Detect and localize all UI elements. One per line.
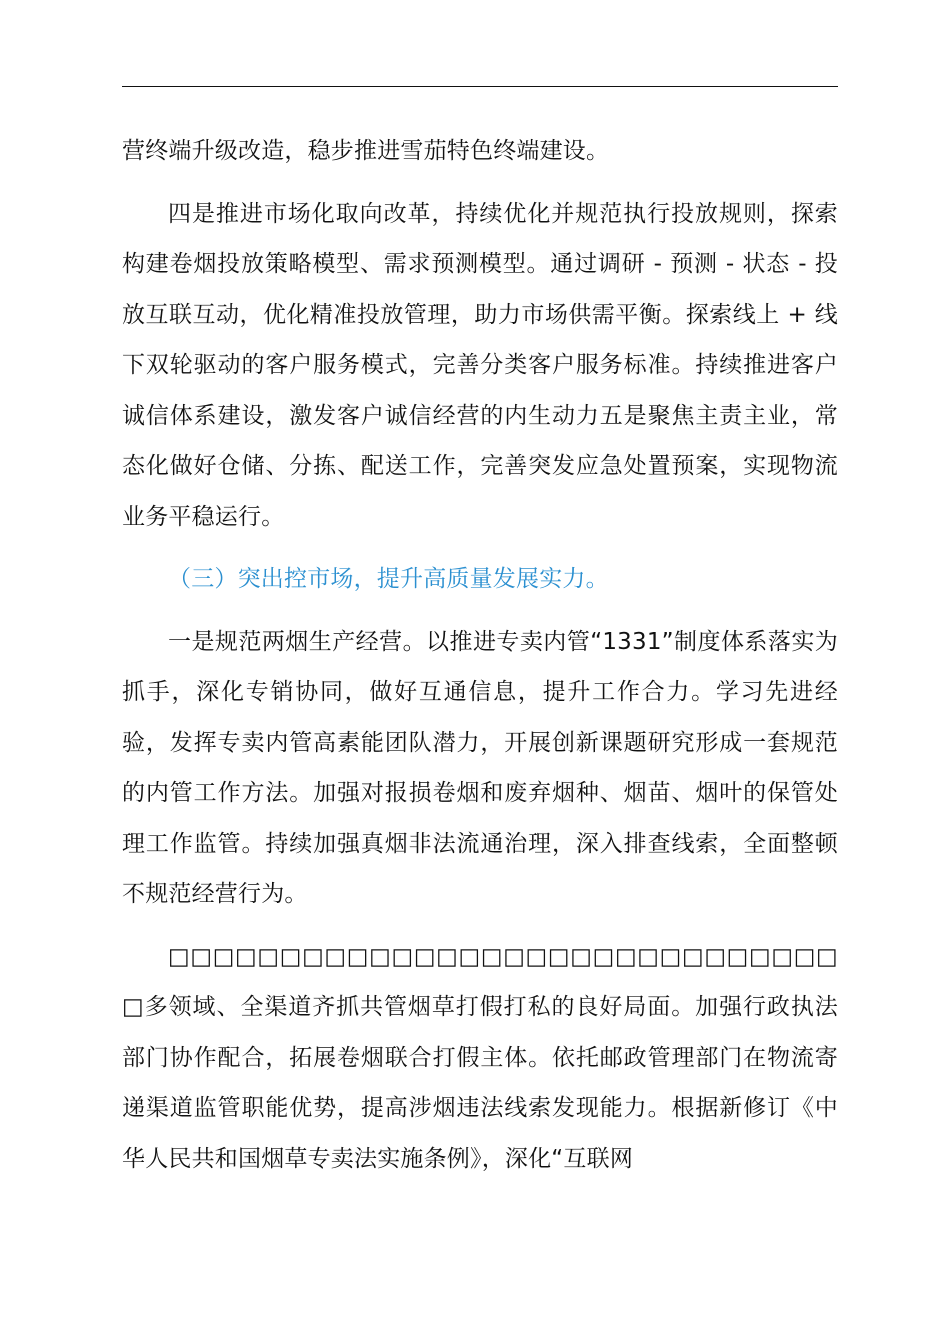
paragraph-market-reform: 四是推进市场化取向改革，持续优化并规范执行投放规则，探索构建卷烟投放策略模型、需求预测模型。通过调研 - 预测 - 状态 - 投放互联互动，优化精准投放管理，助力市场供需平衡。探索线上 + 线下双轮驱动的客户服务模式，完善分类客户服务标准。持续推进客户诚信体系建设，激发客户诚信经营的内生动力五是聚焦主责主业，常态化做好仓储、分拣、配送工作，完善突发应急处置预案，实现物流业务平稳运行。 — [122, 200, 838, 530]
document-body — [122, 126, 838, 1184]
header-rule — [122, 86, 838, 87]
paragraph-continuation: 营终端升级改造，稳步推进雪茄特色终端建设。 — [122, 138, 610, 164]
section-heading: （三）突出控市场，提升高质量发展实力。 — [168, 566, 609, 592]
paragraph-anti-counterfeit: □□□□□□□□□□□□□□□□□□□□□□□□□□□□□□□多领域、全渠道齐抓共管烟草打假打私的良好局面。加强行政执法部门协作配合，拓展卷烟联合打假主体。依托邮政管理部门在物流寄递渠道监管职能优势，提高涉烟违法线索发现能力。根据新修订《中华人民共和国烟草专卖法实施条例》，深化“互联网 — [122, 943, 838, 1172]
paragraph-production-regulation: 一是规范两烟生产经营。以推进专卖内管“1331”制度体系落实为抓手，深化专销协同，做好互通信息，提升工作合力。学习先进经验，发挥专卖内管高素能团队潜力，开展创新课题研究形成一套规范的内管工作方法。加强对报损卷烟和废弃烟种、烟苗、烟叶的保管处理工作监管。持续加强真烟非法流通治理，深入排查线索，全面整顿不规范经营行为。 — [122, 628, 838, 907]
